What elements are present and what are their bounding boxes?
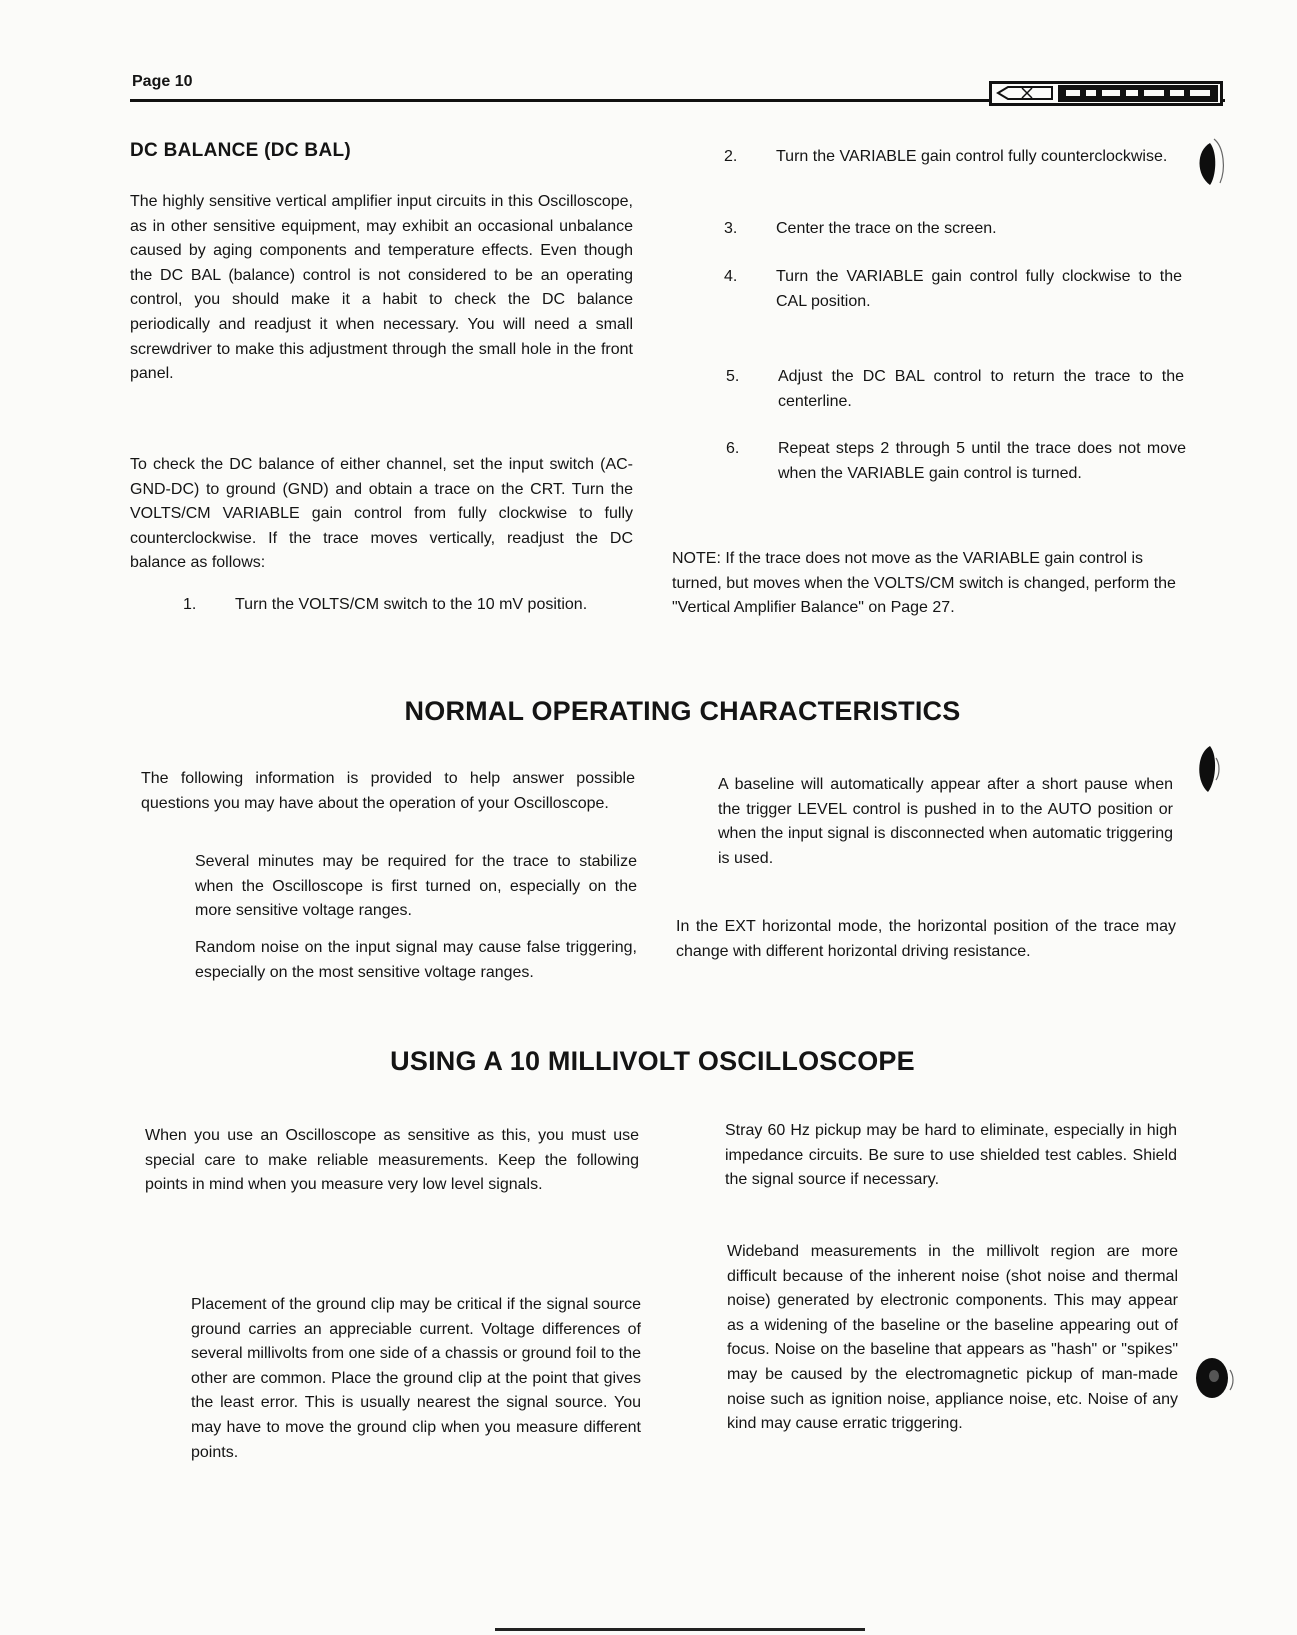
step-6 xyxy=(726,437,1186,486)
bottom-edge-rule xyxy=(495,1628,865,1631)
millivolt-wideband: Wideband measurements in the millivolt region are more difficult because of the inherent noise (shot noise and thermal noise) generated by electronic components. This may appear as a widening of the baseline or the baseline appearing out of focus. Noise on the baseline that appears as "hash" or "spikes" may be caused by the electromagnetic pickup of man-made noise such as ignition noise, appliance noise, etc. Noise of any kind may cause erratic triggering. xyxy=(727,1243,1178,1433)
millivolt-stray-pickup: Stray 60 Hz pickup may be hard to eliminate, especially in high impedance circuits. Be sure to use shielded test cables. Shield the signal source if necessary. xyxy=(725,1122,1177,1189)
dc-balance-note: NOTE: If the trace does not move as the VARIABLE gain control is turned, but moves when the VOLTS/CM switch is changed, perform the "Vertical Amplifier Balance" on Page 27. xyxy=(672,550,1176,617)
punch-hole-middle xyxy=(1190,742,1230,798)
step-3 xyxy=(724,217,1182,242)
step-5 xyxy=(726,365,1184,414)
normal-operating-title: NORMAL OPERATING CHARACTERISTICS xyxy=(404,696,961,726)
step-text: Center the trace on the screen. xyxy=(776,220,997,237)
dc-balance-heading: DC BALANCE (DC BAL) xyxy=(130,140,352,161)
step-text: Repeat steps 2 through 5 until the trace does not move when the VARIABLE gain control is turned. xyxy=(778,440,1186,482)
millivolt-title: USING A 10 MILLIVOLT OSCILLOSCOPE xyxy=(390,1046,915,1076)
punch-hole-top xyxy=(1190,135,1234,191)
step-number: 6. xyxy=(726,440,740,457)
step-1 xyxy=(183,593,631,618)
heathkit-logo xyxy=(989,81,1223,106)
millivolt-intro: When you use an Oscilloscope as sensitive as this, you must use special care to make reliable measurements. Keep the following points in mind when you measure very low level signals. xyxy=(145,1127,639,1194)
page-number: Page 10 xyxy=(132,73,193,90)
step-text: Turn the VOLTS/CM switch to the 10 mV position. xyxy=(235,596,588,613)
step-number: 2. xyxy=(724,148,738,165)
normal-operating-intro: The following information is provided to help answer possible questions you may have about the operation of your Oscilloscope. xyxy=(141,770,635,812)
step-text: Adjust the DC BAL control to return the trace to the centerline. xyxy=(778,368,1184,410)
dc-balance-paragraph-2: To check the DC balance of either channel, set the input switch (AC-GND-DC) to ground (GND) and obtain a trace on the CRT. Turn the VOLTS/CM VARIABLE gain control from fully clockwise to fully counterclockwise. If the trace moves vertically, readjust the DC balance as follows: xyxy=(130,456,633,572)
dc-balance-paragraph-1: The highly sensitive vertical amplifier input circuits in this Oscilloscope, as in other sensitive equipment, may exhibit an occasional unbalance caused by aging components and temperature effects. Even though the DC BAL (balance) control is not considered to be an operating control, you should make it a habit to check the DC balance periodically and readjust it when necessary. You will need a small screwdriver to make this adjustment through the small hole in the front panel. xyxy=(130,193,633,383)
step-number: 4. xyxy=(724,268,738,285)
step-text: Turn the VARIABLE gain control fully counterclockwise. xyxy=(776,148,1168,165)
step-2 xyxy=(724,145,1182,170)
step-number: 1. xyxy=(183,596,197,613)
millivolt-ground-clip: Placement of the ground clip may be critical if the signal source ground carries an appreciable current. Voltage differences of several millivolts from one side of a chassis or ground foil to the other are common. Place the ground clip at the point that gives the least error. This is usually nearest the signal source. You may have to move the ground clip when you measure different points. xyxy=(191,1296,641,1461)
normal-operating-item-warmup: Several minutes may be required for the trace to stabilize when the Oscilloscope is first turned on, especially on the more sensitive voltage ranges. xyxy=(195,853,637,920)
punch-hole-bottom xyxy=(1190,1350,1238,1406)
step-number: 5. xyxy=(726,368,740,385)
step-4 xyxy=(724,265,1182,314)
normal-operating-item-ext-mode: In the EXT horizontal mode, the horizontal position of the trace may change with different horizontal driving resistance. xyxy=(676,918,1176,960)
normal-operating-item-baseline: A baseline will automatically appear after a short pause when the trigger LEVEL control is pushed in to the AUTO position or when the input signal is disconnected when automatic triggering is used. xyxy=(718,776,1173,867)
step-number: 3. xyxy=(724,220,738,237)
step-text: Turn the VARIABLE gain control fully clockwise to the CAL position. xyxy=(776,268,1182,310)
normal-operating-item-noise: Random noise on the input signal may cause false triggering, especially on the most sensitive voltage ranges. xyxy=(195,939,637,981)
